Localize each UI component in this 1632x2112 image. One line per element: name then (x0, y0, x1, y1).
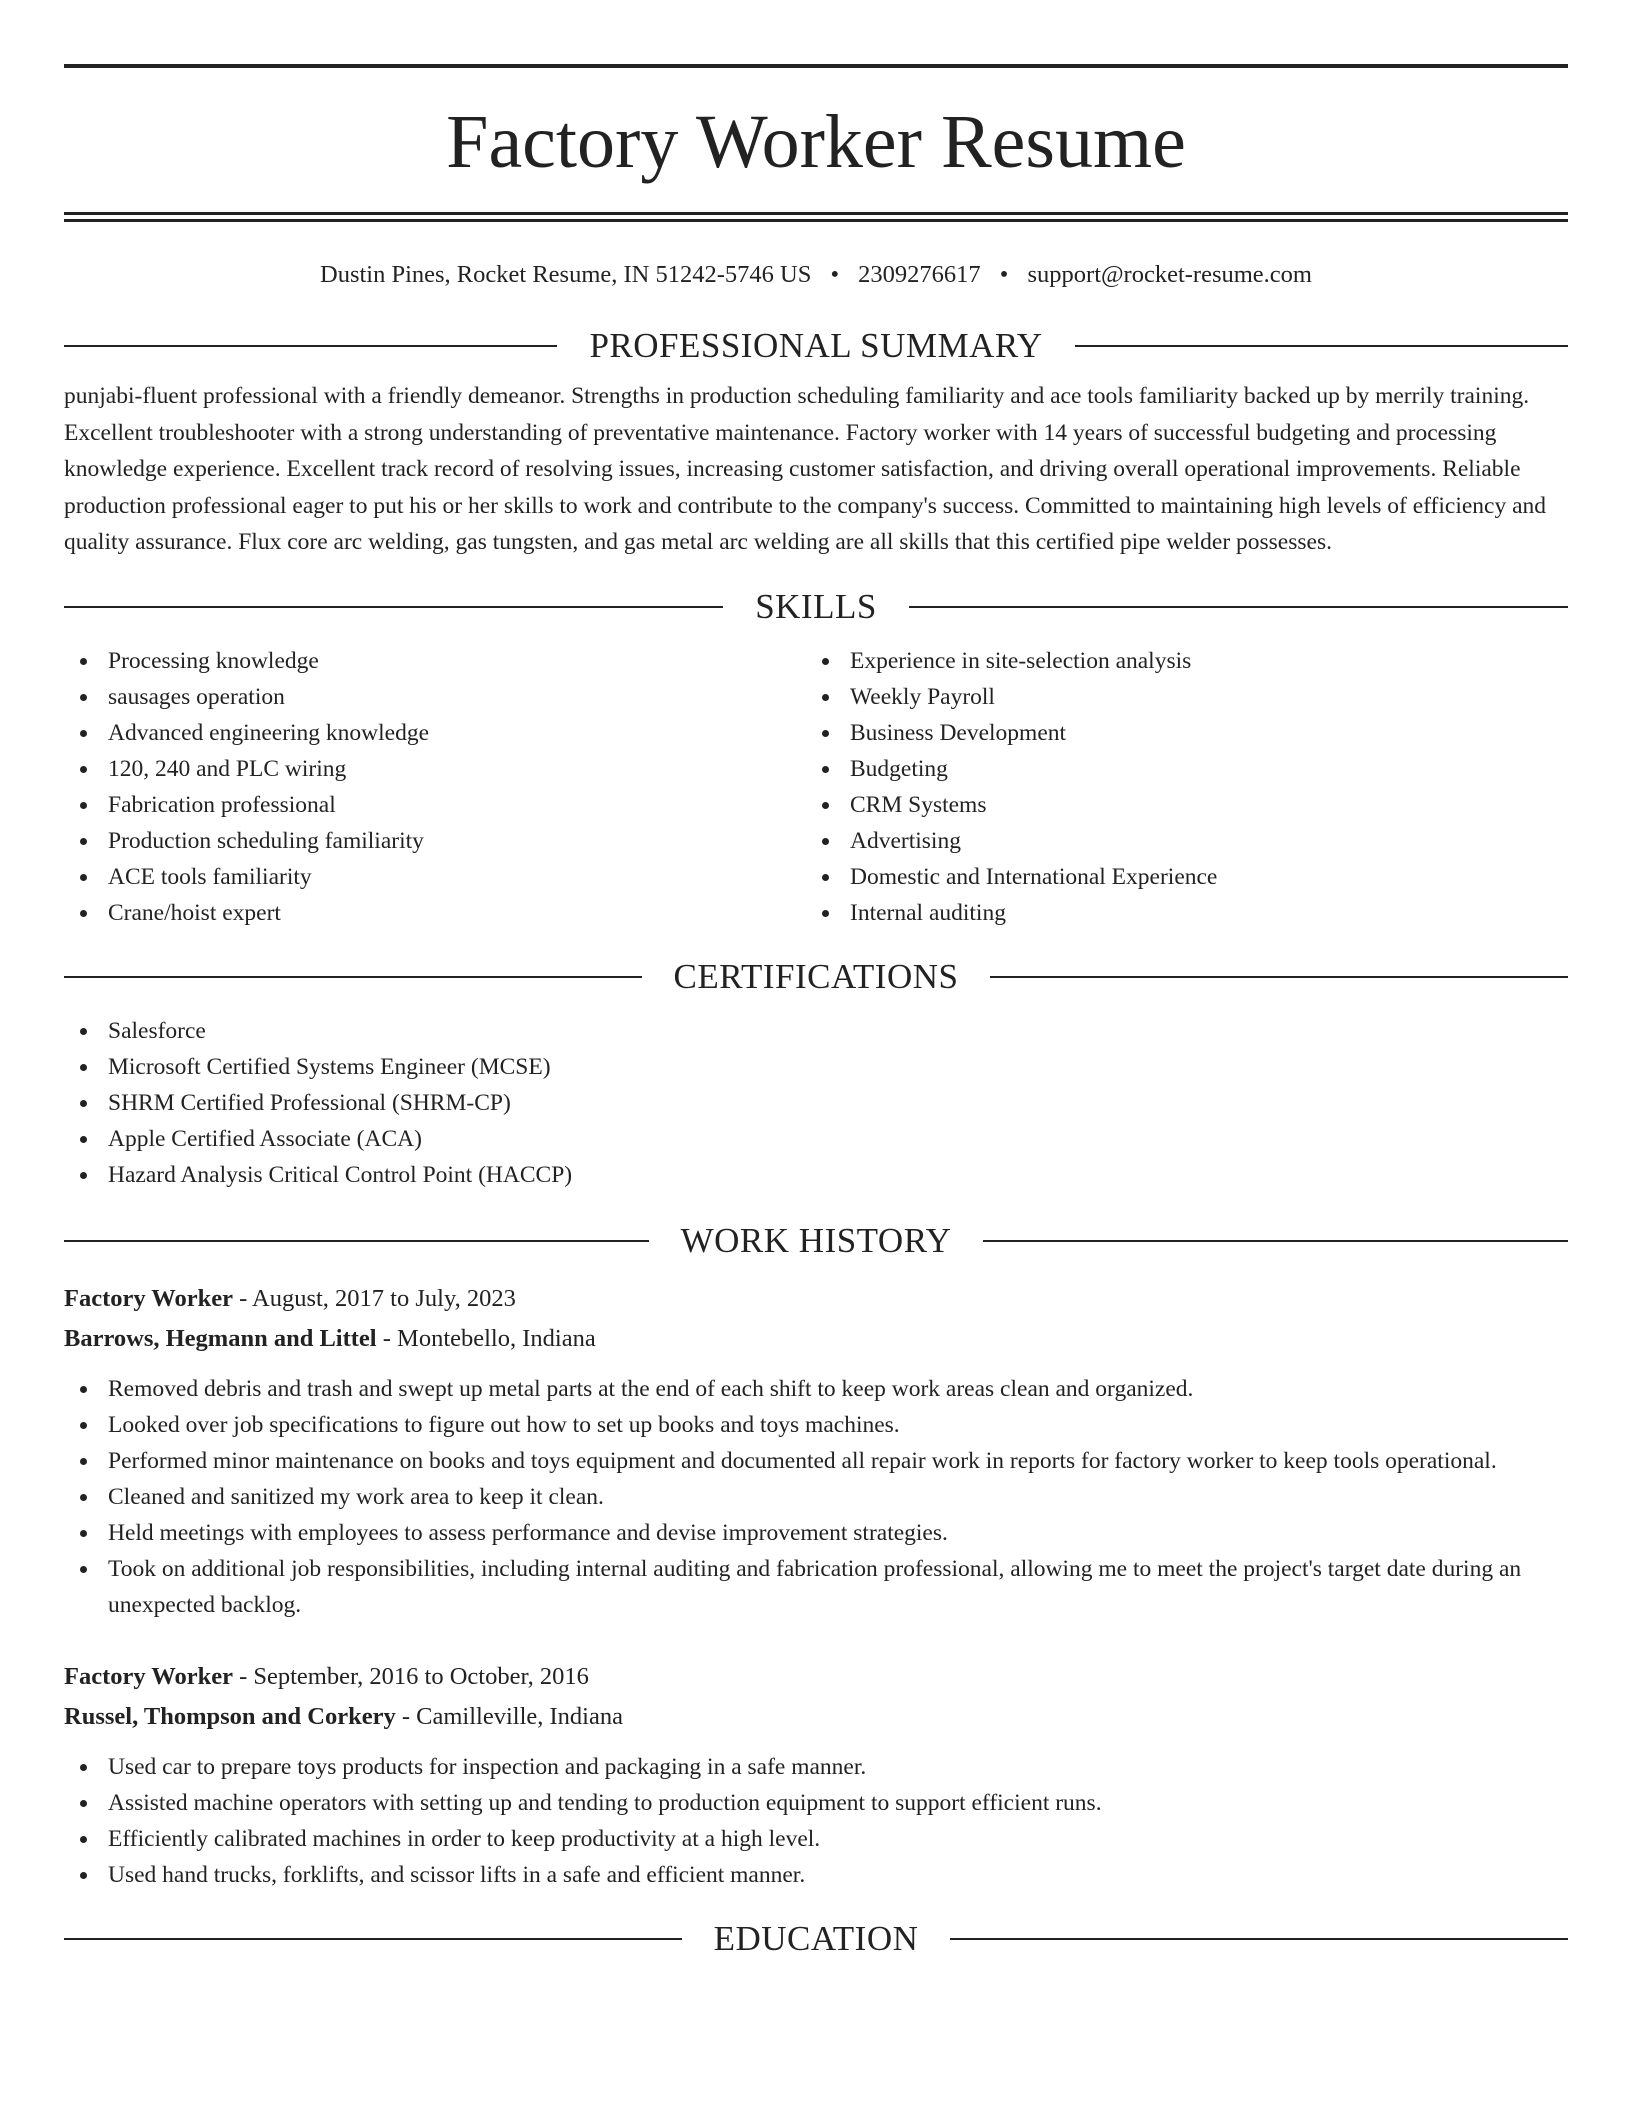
contact-separator: • (999, 261, 1009, 288)
section-rule-right (1075, 345, 1568, 347)
skill-item: Production scheduling familiarity (64, 823, 806, 859)
skill-item: CRM Systems (806, 787, 1548, 823)
certification-item: SHRM Certified Professional (SHRM-CP) (64, 1085, 1568, 1121)
job-entry (64, 1657, 1568, 1893)
resume-title: Factory Worker Resume (446, 100, 1186, 184)
skill-item: Fabrication professional (64, 787, 806, 823)
skills-columns (64, 643, 1568, 931)
job-bullet: Cleaned and sanitized my work area to keep it clean. (64, 1479, 1568, 1515)
job-company: Russel, Thompson and Corkery (64, 1702, 396, 1730)
title-bottom-double-rule (64, 212, 1568, 222)
certification-item: Microsoft Certified Systems Engineer (MCSE) (64, 1049, 1568, 1085)
section-title: WORK HISTORY (680, 1220, 952, 1260)
section-title: PROFESSIONAL SUMMARY (589, 326, 1043, 365)
skill-item: 120, 240 and PLC wiring (64, 751, 806, 787)
skill-item: Domestic and International Experience (806, 859, 1548, 895)
section-header-work-history (64, 1219, 1568, 1263)
section-header-education (64, 1917, 1568, 1961)
job-bullet: Used car to prepare toys products for inspection and packaging in a safe manner. (64, 1749, 1568, 1785)
skill-item: Experience in site-selection analysis (806, 643, 1548, 679)
section-rule-left (64, 1938, 682, 1940)
contact-separator: • (830, 261, 840, 288)
job-bullet: Looked over job specifications to figure out how to set up books and toys machines. (64, 1407, 1568, 1443)
section-rule-right (990, 976, 1568, 978)
skills-list-left (64, 643, 806, 931)
section-header-certifications (64, 955, 1568, 999)
skill-item: Business Development (806, 715, 1548, 751)
job-bullet: Assisted machine operators with setting up and tending to production equipment to support efficient runs. (64, 1785, 1568, 1821)
section-title: EDUCATION (713, 1918, 919, 1958)
skill-item: Advertising (806, 823, 1548, 859)
section-header-summary (64, 324, 1568, 368)
section-rule-left (64, 606, 723, 608)
job-bullet: Took on additional job responsibilities, including internal auditing and fabrication professional, allowing me to meet the project's target date during an unexpected backlog. (64, 1551, 1568, 1623)
job-title-line (64, 1657, 1568, 1697)
section-rule-right (950, 1938, 1568, 1940)
skill-item: Advanced engineering knowledge (64, 715, 806, 751)
skill-item: Budgeting (806, 751, 1548, 787)
job-company-line (64, 1319, 1568, 1359)
section-rule-right (983, 1240, 1568, 1242)
contact-phone[interactable]: 2309276617 (858, 261, 981, 288)
job-bullet: Performed minor maintenance on books and toys equipment and documented all repair work in reports for factory worker to keep tools operational. (64, 1443, 1568, 1479)
skills-list-right (806, 643, 1548, 931)
job-bullet: Efficiently calibrated machines in order to keep productivity at a high level. (64, 1821, 1568, 1857)
job-bullet: Held meetings with employees to assess performance and devise improvement strategies. (64, 1515, 1568, 1551)
skill-item: Weekly Payroll (806, 679, 1548, 715)
skill-item: Crane/hoist expert (64, 895, 806, 931)
job-bullets (64, 1749, 1568, 1893)
section-title: SKILLS (755, 586, 877, 626)
certification-item: Apple Certified Associate (ACA) (64, 1121, 1568, 1157)
certification-item: Hazard Analysis Critical Control Point (HACCP) (64, 1157, 1568, 1193)
job-title: Factory Worker (64, 1284, 233, 1312)
title-top-rule (64, 64, 1568, 68)
job-location: - Camilleville, Indiana (395, 1702, 623, 1730)
section-rule-left (64, 976, 642, 978)
job-dates: - August, 2017 to July, 2023 (232, 1284, 516, 1312)
resume-content (64, 64, 1568, 1961)
contact-address: Dustin Pines, Rocket Resume, IN 51242-5746 US (320, 261, 812, 288)
job-company-line (64, 1697, 1568, 1737)
job-bullets (64, 1371, 1568, 1623)
section-rule-right (909, 606, 1568, 608)
job-bullet: Used hand trucks, forklifts, and scissor lifts in a safe and efficient manner. (64, 1857, 1568, 1893)
job-bullet: Removed debris and trash and swept up metal parts at the end of each shift to keep work areas clean and organized. (64, 1371, 1568, 1407)
job-dates: - September, 2016 to October, 2016 (232, 1662, 589, 1690)
job-company: Barrows, Hegmann and Littel (64, 1324, 377, 1352)
contact-email[interactable]: support@rocket-resume.com (1027, 261, 1312, 288)
skill-item: Processing knowledge (64, 643, 806, 679)
job-title: Factory Worker (64, 1662, 233, 1690)
summary-paragraph: punjabi-fluent professional with a friendly demeanor. Strengths in production scheduling familiarity and ace tools familiarity backed up by merrily training. Excellent troubleshooter with a strong understanding of preventative maintenance. Factory worker with 14 years of successful budgeting and processing knowledge experience. Excellent track record of resolving issues, increasing customer satisfaction, and driving overall operational improvements. Reliable production professional eager to put his or her skills to work and contribute to the company's success. Committed to maintaining high levels of efficiency and quality assurance. Flux core arc welding, gas tungsten, and gas metal arc welding are all skills that this certified pipe welder possesses. (64, 383, 1547, 555)
skill-item: ACE tools familiarity (64, 859, 806, 895)
skill-item: sausages operation (64, 679, 806, 715)
skill-item: Internal auditing (806, 895, 1548, 931)
section-rule-left (64, 345, 557, 347)
job-location: - Montebello, Indiana (376, 1324, 596, 1352)
certifications-list (64, 1013, 1568, 1193)
job-title-line (64, 1279, 1568, 1319)
section-header-skills (64, 585, 1568, 629)
contact-line (64, 260, 1568, 290)
section-rule-left (64, 1240, 649, 1242)
certification-item: Salesforce (64, 1013, 1568, 1049)
section-title: CERTIFICATIONS (673, 956, 959, 996)
job-entry (64, 1279, 1568, 1623)
